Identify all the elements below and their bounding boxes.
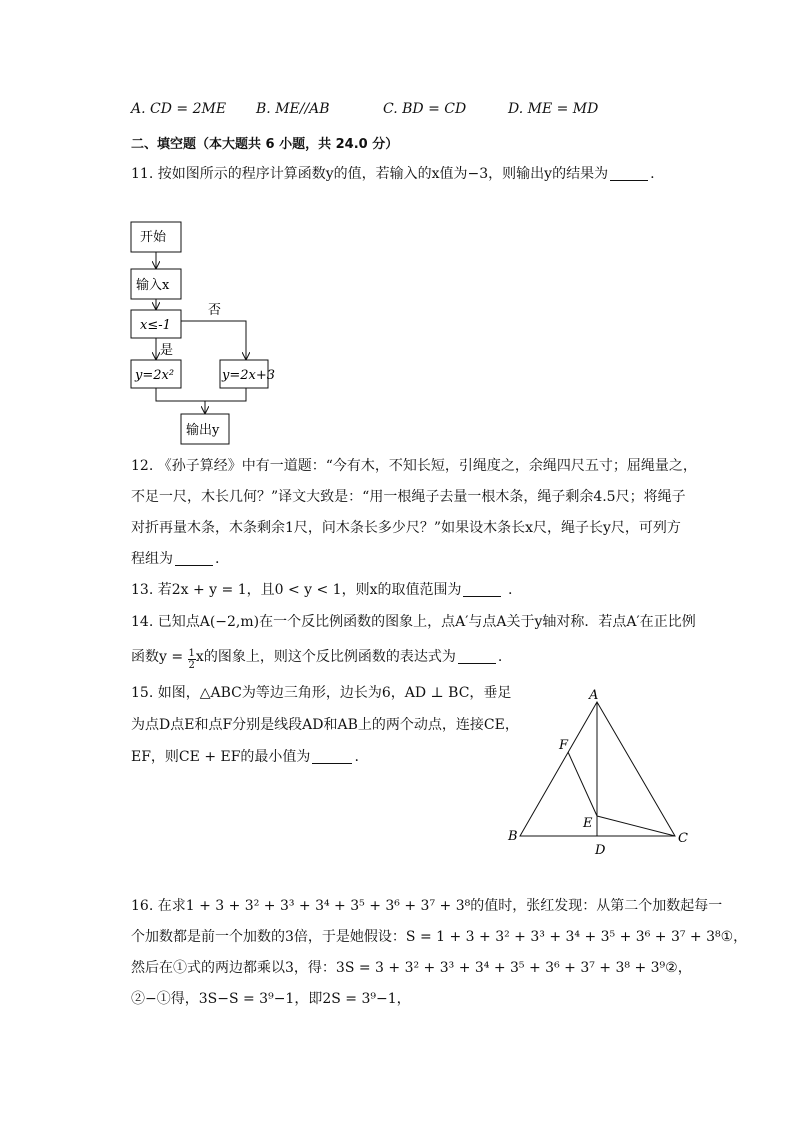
point-f-label: F [559,738,569,753]
question-13-text: 13. 若2x + y = 1，且0 < y < 1，则x的取值范围为 [131,582,462,598]
fraction-numerator: 1 [188,648,195,659]
option-a[interactable]: A. CD = 2ME [131,101,227,117]
point-d-label: D [595,843,606,858]
segment-fe [568,752,597,816]
point-b-label: B [508,829,518,844]
question-14-line-2 [131,647,502,671]
question-15-text: EF，则CE + EF的最小值为 [131,749,311,765]
flow-right-label: y=2x+3 [222,368,276,383]
program-flowchart [120,214,290,446]
question-14-line-1: 14. 已知点A(−2,m)在一个反比例函数的图象上，点A′与点A关于y轴对称．若点A′在正比例 [131,614,696,630]
segment-ec [597,816,675,836]
question-12-line-4 [131,549,219,569]
question-14-text-a: 函数y = [131,649,188,665]
question-14-end: . [497,649,503,665]
flow-condition-label: x≤-1 [140,318,171,333]
question-11-end: . [650,166,655,182]
question-16-line-2: 个加数都是前一个加数的3倍，于是她假设：S = 1 + 3 + 3² + 3³ + 3⁴ + 3⁵ + 3⁶ + 3⁷ + 3⁸①， [131,929,748,945]
answer-blank-12[interactable] [175,551,213,566]
question-15-line-2: 为点D点E和点F分别是线段AD和AB上的两个动点，连接CE， [131,717,519,733]
flow-output-label: 输出y [186,423,220,438]
question-12-line-3: 对折再量木条，木条剩余1尺，问木条长多少尺？”如果设木条长x尺，绳子长y尺，可列方 [131,520,681,536]
fraction-one-half [188,648,196,671]
point-e-label: E [583,816,593,831]
fraction-denominator: 2 [188,660,195,671]
question-13 [131,580,512,600]
flow-arrow-no [181,321,246,359]
answer-blank-15[interactable] [312,749,352,764]
question-12-text: 程组为 [131,551,173,567]
question-14-text-b: x的图象上，则这个反比例函数的表达式为 [195,649,456,665]
triangle-figure [500,683,700,863]
point-c-label: C [678,831,688,846]
flow-no-label: 否 [208,303,222,318]
question-15-line-1: 15. 如图，△ABC为等边三角形，边长为6，AD ⊥ BC，垂足 [131,685,512,701]
flow-left-label: y=2x² [135,368,175,383]
question-16-line-1: 16. 在求1 + 3 + 3² + 3³ + 3⁴ + 3⁵ + 3⁶ + 3⁷ + 3⁸的值时，张红发现：从第二个加数起每一 [131,898,723,914]
question-15-line-3 [131,747,359,767]
question-11 [131,164,655,184]
question-11-text: 11. 按如图所示的程序计算函数y的值，若输入的x值为−3，则输出y的结果为 [131,166,609,182]
section-title: 二、填空题（本大题共 6 小题，共 24.0 分） [131,137,399,152]
answer-blank-14[interactable] [458,649,496,664]
flow-start-label: 开始 [140,230,167,245]
question-13-end: . [507,582,513,598]
question-16-line-3: 然后在①式的两边都乘以3，得：3S = 3 + 3² + 3³ + 3⁴ + 3⁵ + 3⁶ + 3⁷ + 3⁸ + 3⁹②， [131,960,692,976]
question-15-end: . [354,749,359,765]
flow-merge-line [156,388,246,401]
option-b[interactable]: B. ME//AB [256,101,330,117]
flow-yes-label: 是 [160,343,174,358]
question-12-end: . [215,551,220,567]
question-12-line-1: 12. 《孙子算经》中有一道题：“今有木，不知长短，引绳度之，余绳四尺五寸；屈绳量之， [131,458,697,474]
option-d[interactable]: D. ME = MD [508,101,599,117]
point-a-label: A [589,688,599,703]
question-12-line-2: 不足一尺，木长几何？”译文大致是：“用一根绳子去量一根木条，绳子剩余4.5尺；将绳子 [131,489,686,505]
question-16-line-4: ②−①得，3S−S = 3⁹−1，即2S = 3⁹−1， [131,991,411,1007]
answer-blank-11[interactable] [610,166,648,181]
option-c[interactable]: C. BD = CD [383,101,467,117]
flow-input-label: 输入x [136,278,170,293]
answer-blank-13[interactable] [463,582,501,597]
